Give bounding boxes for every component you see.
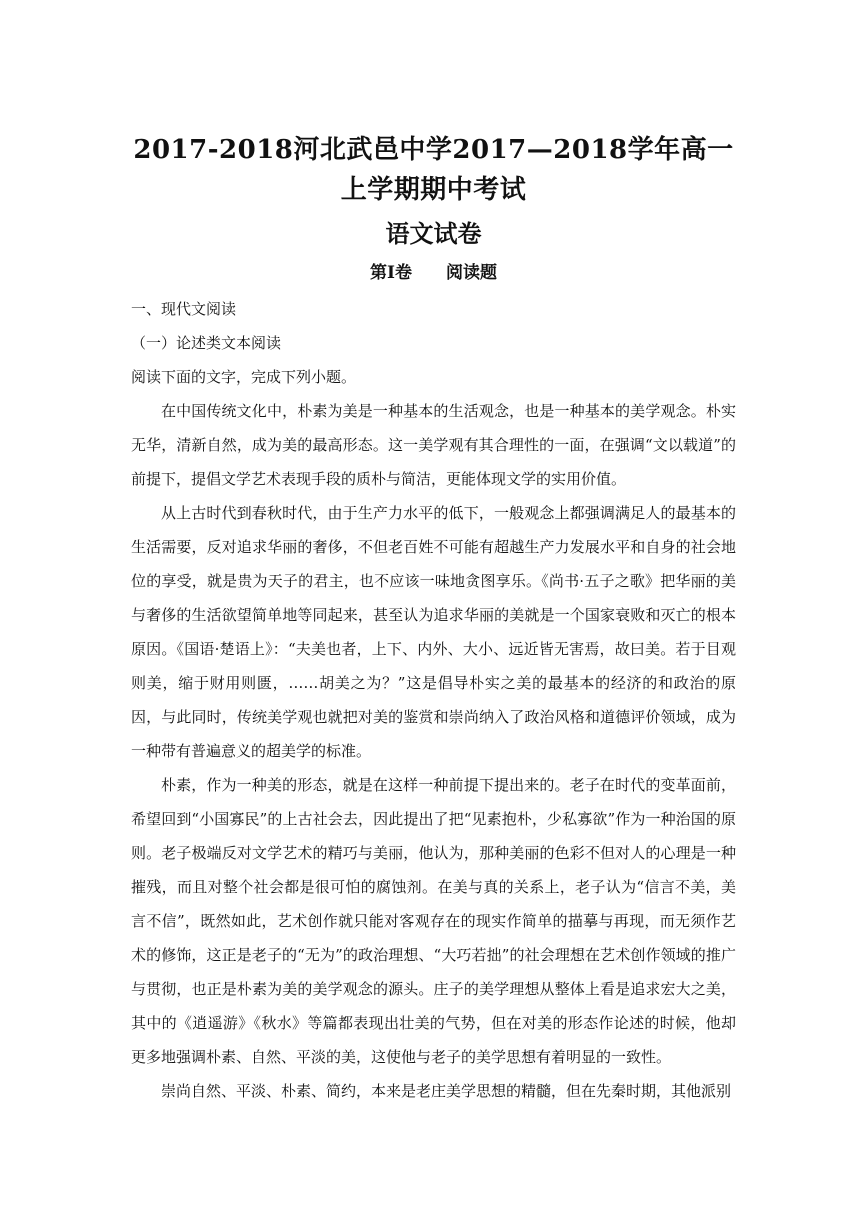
body-paragraph-2: 从上古时代到春秋时代，由于生产力水平的低下，一般观念上都强调满足人的最基本的生活需要，反对追求华丽的奢侈，不但老百姓不可能有超越生产力发展水平和自身的社会地位的享受，就是贵为天子的君主，也不应该一味地贪图享乐。《尚书·五子之歌》把华丽的美与奢侈的生活欲望简单地等同起来，甚至认为追求华丽的美就是一个国家衰败和灭亡的根本原因。《国语·楚语上》：“夫美也者，上下、内外、大小、远近皆无害焉，故曰美。若于目观则美，缩于财用则匮，……胡美之为？”这是倡导朴实之美的最基本的经济的和政治的原因，与此同时，传统美学观也就把对美的鉴赏和崇尚纳入了政治风格和道德评价领域，成为一种带有普遍意义的超美学的标准。 <box>131 504 736 760</box>
body-paragraph-4: 崇尚自然、平淡、朴素、简约，本来是老庄美学思想的精髓，但在先秦时期，其他派别 <box>161 1082 732 1100</box>
body-paragraph-3: 朴素，作为一种美的形态，就是在这样一种前提下提出来的。老子在时代的变革面前，希望回到“小国寡民”的上古社会去，因此提出了把“见素抱朴，少私寡欲”作为一种治国的原则。老子极端反对文学艺术的精巧与美丽，他认为，那种美丽的色彩不但对人的心理是一种摧残，而且对整个社会都是很可怕的腐蚀剂。在美与真的关系上，老子认为“信言不美，美言不信”，既然如此，艺术创作就只能对客观存在的现实作简单的描摹与再现，而无须作艺术的修饰，这正是老子的“无为”的政治理想、“大巧若拙”的社会理想在艺术创作领域的推广与贯彻，也正是朴素为美的美学观念的源头。庄子的美学理想从整体上看是追求宏大之美，其中的《逍遥游》《秋水》等篇都表现出壮美的气势，但在对美的形态作论述的时候，他却更多地强调朴素、自然、平淡的美，这使他与老子的美学思想有着明显的一致性。 <box>131 776 736 1066</box>
document-title: 2017-2018河北武邑中学2017—2018学年高一上学期期中考试 <box>133 135 734 205</box>
body-paragraph-1: 在中国传统文化中，朴素为美是一种基本的生活观念，也是一种基本的美学观念。朴实无华，清新自然，成为美的最高形态。这一美学观有其合理性的一面，在强调“文以载道”的前提下，提倡文学艺术表现手段的质朴与简洁，更能体现文学的实用价值。 <box>131 402 736 488</box>
section-title: 第Ⅰ卷 阅读题 <box>370 263 497 283</box>
document-subtitle: 语文试卷 <box>385 219 482 248</box>
instruction-text: 阅读下面的文字，完成下列小题。 <box>131 368 357 386</box>
part-heading: 一、现代文阅读 <box>131 300 237 318</box>
subpart-heading: （一）论述类文本阅读 <box>131 334 282 352</box>
